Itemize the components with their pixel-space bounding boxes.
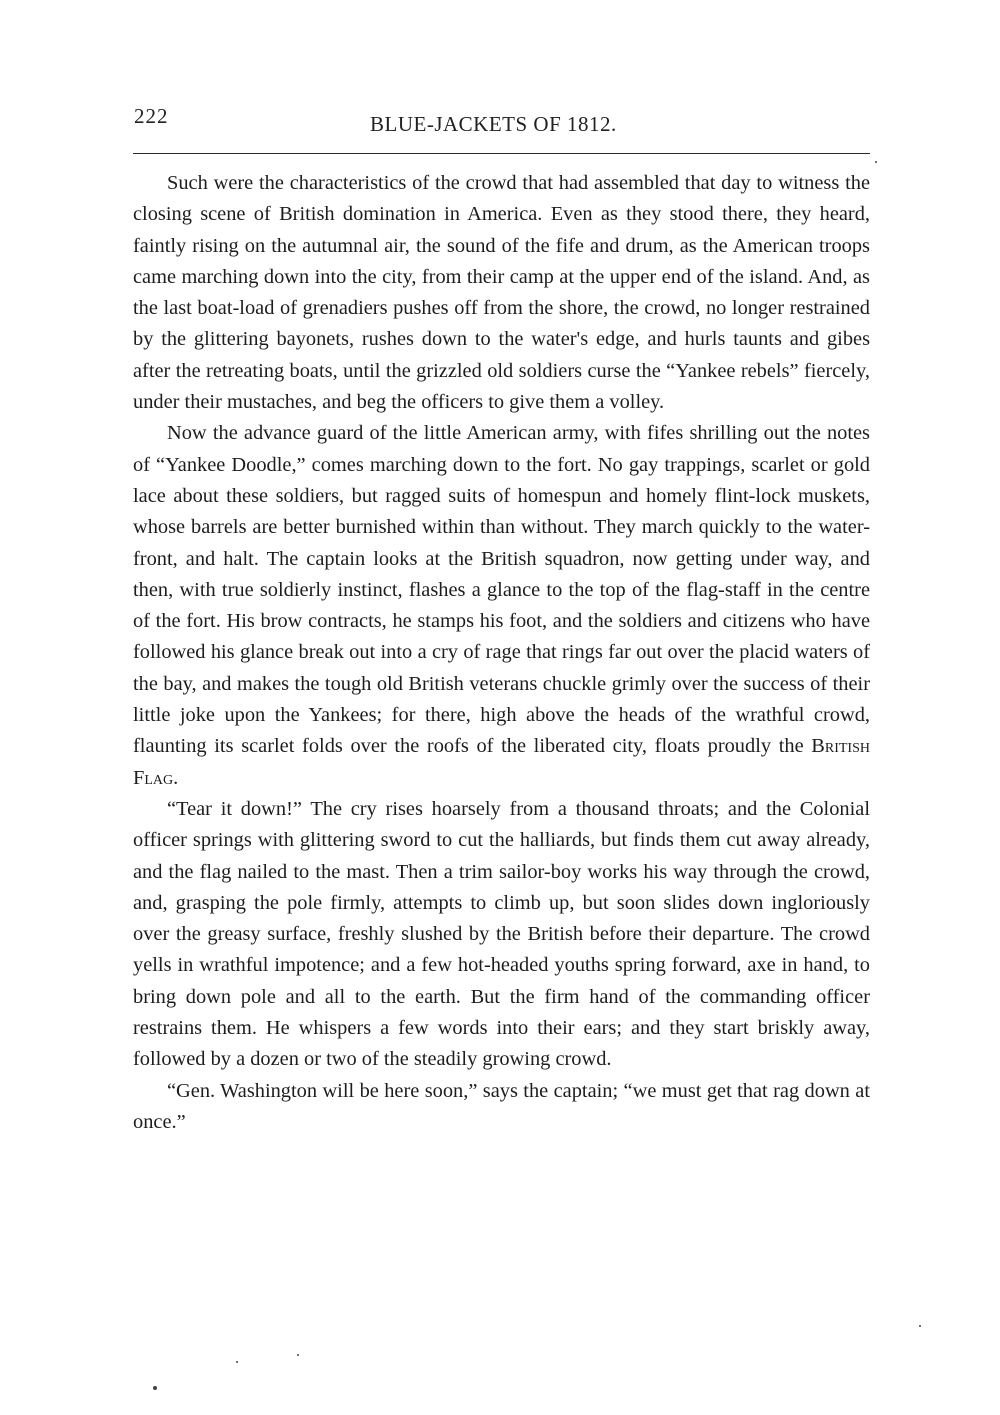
paragraph-2 xyxy=(133,418,870,794)
paragraph-3: “Tear it down!” The cry rises hoarsely from a thousand throats; and the Colonial officer springs with glittering sword to cut the halliards, but finds them cut away already, and the flag nailed to the mast. Then a trim sailor-boy works his way through the crowd, and, grasping the pole firmly, attempts to climb up, but soon slides down ingloriously over the greasy surface, freshly slushed by the British before their departure. The crowd yells in wrathful impotence; and a few hot-headed youths spring forward, axe in hand, to bring down pole and all to the earth. But the firm hand of the commanding officer restrains them. He whispers a few words into their ears; and they start briskly away, followed by a dozen or two of the steadily growing crowd. xyxy=(133,797,870,1071)
header-rule xyxy=(133,153,870,154)
print-speck xyxy=(875,161,877,163)
print-speck xyxy=(236,1361,238,1363)
running-head xyxy=(370,112,617,137)
paragraph-2-text: Now the advance guard of the little American army, with fifes shrilling out the notes of “Yankee Doodle,” comes marching down to the fort. No gay trappings, scarlet or gold lace about these soldiers, but ragged suits of homespun and homely flint-lock muskets, whose barrels are better burnished within than without. They march quickly to the water-front, and halt. The captain looks at the British squadron, now getting under way, and then, with true soldierly instinct, flashes a glance to the top of the flag-staff in the centre of the fort. His brow contracts, he stamps his foot, and the soldiers and citizens who have followed his glance break out into a cry of rage that rings far out over the placid waters of the bay, and makes the tough old British veterans chuckle grimly over the success of their little joke upon the Yankees; for there, high above the heads of the wrathful crowd, flaunting its scarlet folds over the roofs of the liberated city, floats proudly the xyxy=(133,422,870,758)
page-number: 222 xyxy=(134,104,169,128)
print-speck xyxy=(919,1325,921,1327)
paragraph-1: Such were the characteristics of the crowd that had assembled that day to witness the closing scene of British domination in America. Even as they stood there, they heard, faintly rising on the autumnal air, the sound of the fife and drum, as the American troops came marching down into the city, from their camp at the upper end of the island. And, as the last boat-load of grenadiers pushes off from the shore, the crowd, no longer restrained by the glittering bayonets, rushes down to the water's edge, and hurls taunts and gibes after the retreating boats, until the grizzled old soldiers curse the “Yankee rebels” fiercely, under their mustaches, and beg the officers to give them a volley. xyxy=(133,172,870,414)
print-speck xyxy=(153,1386,157,1390)
body-text xyxy=(133,168,870,1138)
paragraph-4: “Gen. Washington will be here soon,” says the captain; “we must get that rag down at once.” xyxy=(133,1079,870,1133)
print-speck xyxy=(297,1354,299,1356)
running-head-title: BLUE-JACKETS OF xyxy=(370,112,568,136)
paragraph-2-end: . xyxy=(173,766,179,789)
running-head-year: 1812. xyxy=(567,112,617,136)
british-flag-small-caps: British Flag xyxy=(133,735,870,789)
